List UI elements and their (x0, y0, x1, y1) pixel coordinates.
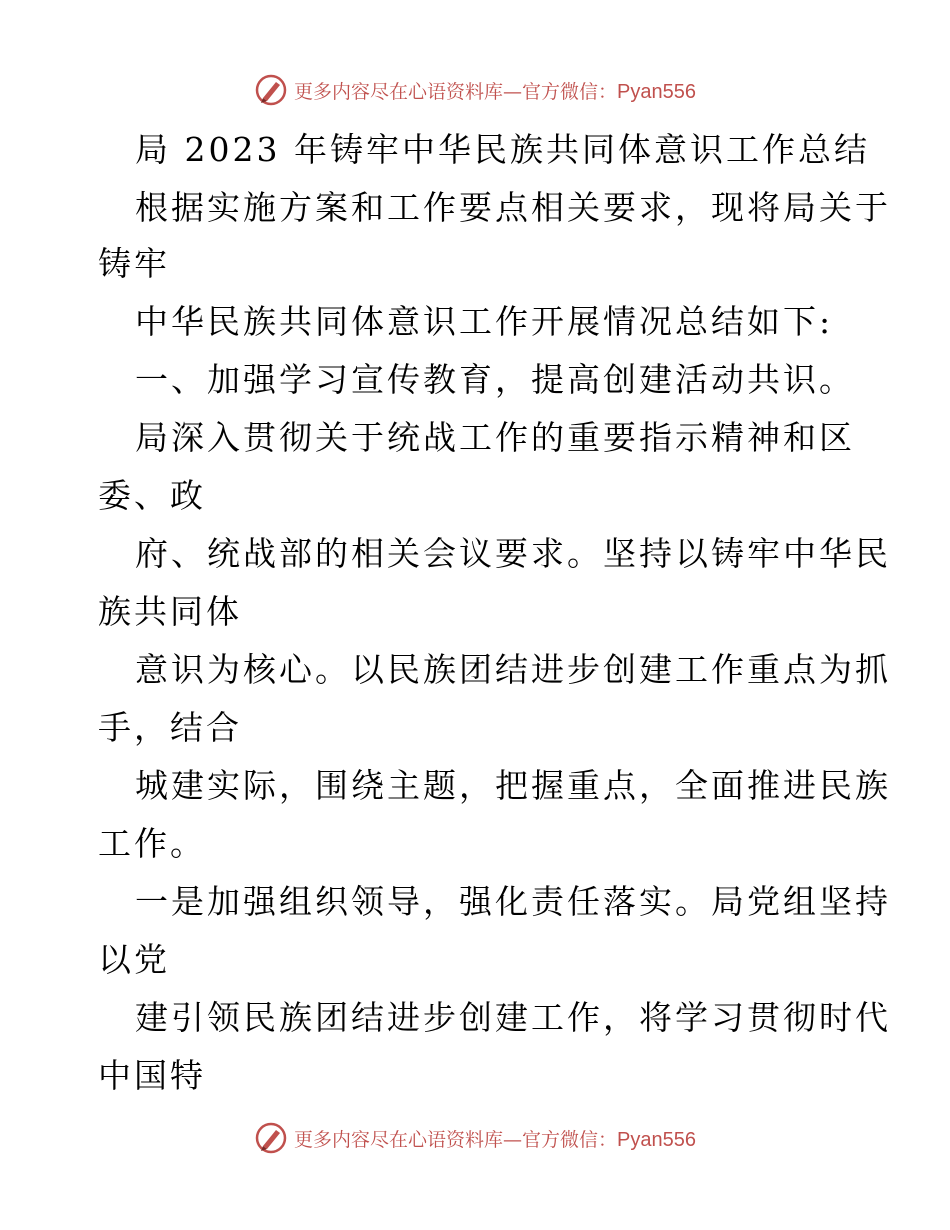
header-watermark (0, 70, 950, 110)
header-wechat-id: Pyan556 (617, 80, 696, 103)
paragraph-line: 意识为核心。以民族团结进步创建工作重点为抓 (135, 650, 891, 689)
paragraph-line: 局深入贯彻关于统战工作的重要指示精神和区 (135, 418, 855, 457)
footer-wechat-id: Pyan556 (617, 1128, 696, 1151)
footer-watermark (0, 1118, 950, 1158)
paragraph-line: 以党 (98, 940, 170, 979)
footer-banner-text: 更多内容尽在心语资料库—官方微信：Pyan556 (294, 1128, 696, 1151)
paragraph-line: 城建实际，围绕主题，把握重点，全面推进民族 (135, 766, 891, 805)
paragraph-line: 中华民族共同体意识工作开展情况总结如下: (135, 302, 834, 341)
paragraph-line: 委、政 (98, 476, 206, 515)
paragraph-line: 建引领民族团结进步创建工作，将学习贯彻时代 (135, 998, 891, 1037)
paragraph-line: 铸牢 (98, 244, 170, 283)
paragraph-line: 手，结合 (98, 708, 242, 747)
paragraph-line: 族共同体 (98, 592, 242, 631)
paragraph-line: 根据实施方案和工作要点相关要求，现将局关于 (135, 188, 891, 227)
pen-logo-icon (254, 73, 288, 107)
pen-logo-icon (254, 1121, 288, 1155)
section-heading: 一、加强学习宣传教育，提高创建活动共识。 (135, 360, 855, 399)
paragraph-line: 一是加强组织领导，强化责任落实。局党组坚持 (135, 882, 891, 921)
paragraph-line: 中国特 (98, 1056, 206, 1095)
paragraph-line: 府、统战部的相关会议要求。坚持以铸牢中华民 (135, 534, 891, 573)
document-title: 局 2023 年铸牢中华民族共同体意识工作总结 (135, 130, 870, 169)
header-banner-text: 更多内容尽在心语资料库—官方微信：Pyan556 (294, 80, 696, 103)
paragraph-line: 工作。 (98, 824, 206, 863)
